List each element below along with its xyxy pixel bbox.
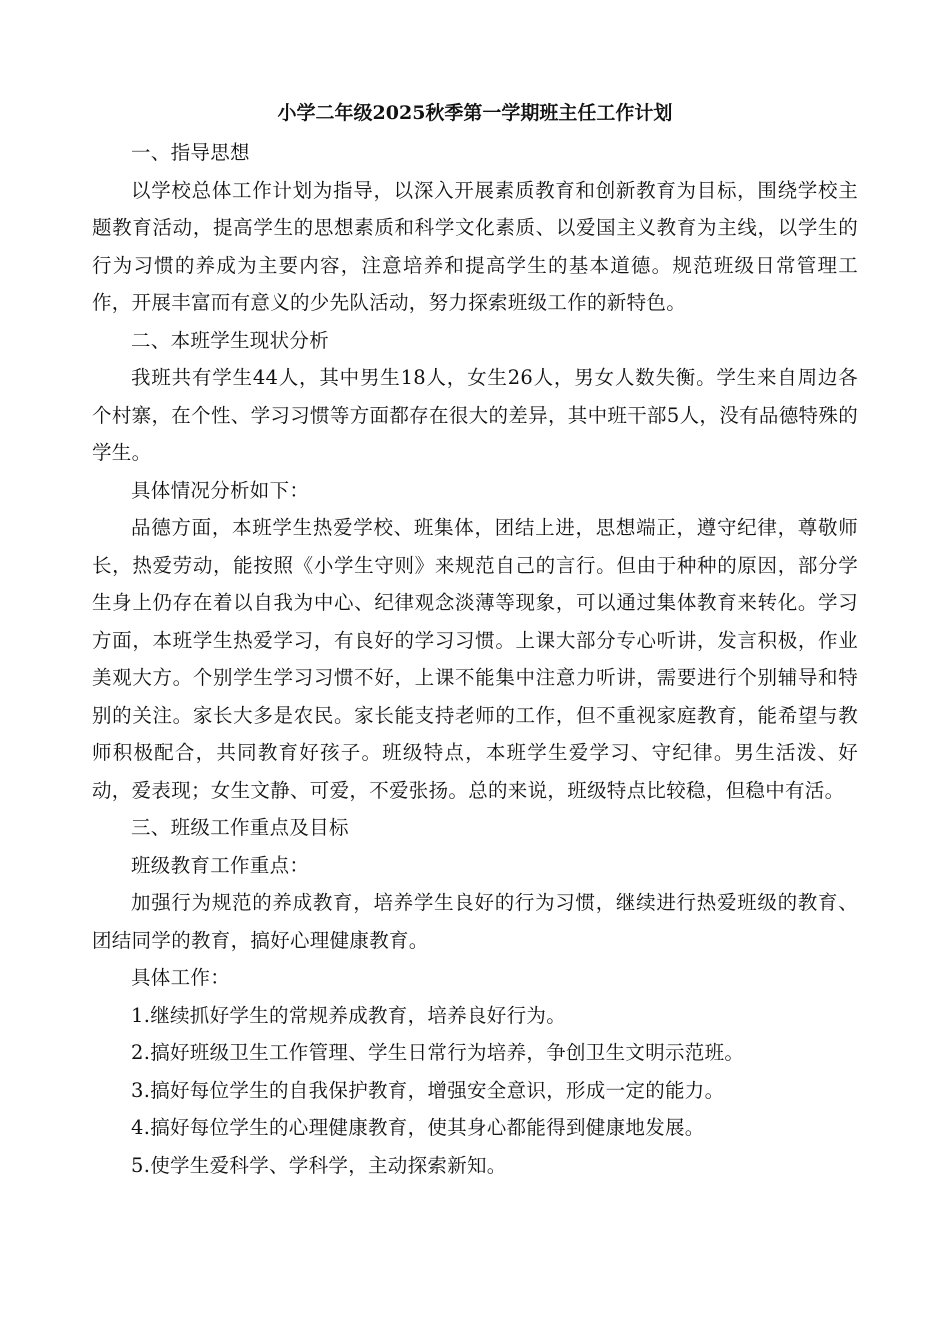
section-3-paragraph-1: 班级教育工作重点：	[131, 853, 310, 877]
task-list-item-1: 1.继续抓好学生的常规养成教育，培养良好行为。	[131, 1003, 567, 1027]
section-1-paragraph-1: 以学校总体工作计划为指导，以深入开展素质教育和创新教育为目标，围绕学校主题教育活动，提高学生的思想素质和科学文化素质、以爱国主义教育为主线，以学生的行为习惯的养成为主要内容，注意培养和提高学生的基本道德。规范班级日常管理工作，开展丰富而有意义的少先队活动，努力探索班级工作的新特色。	[92, 178, 858, 314]
section-2-paragraph-1: 我班共有学生44人，其中男生18人，女生26人，男女人数失衡。学生来自周边各个村寨，在个性、学习习惯等方面都存在很大的差异，其中班干部5人，没有品德特殊的学生。	[92, 366, 858, 464]
task-list-item-2: 2.搞好班级卫生工作管理、学生日常行为培养，争创卫生文明示范班。	[131, 1041, 745, 1064]
section-heading-1: 一、指导思想	[131, 141, 250, 164]
section-heading-3: 三、班级工作重点及目标	[131, 816, 349, 839]
section-heading-2: 二、本班学生现状分析	[131, 328, 330, 352]
section-2-paragraph-2: 具体情况分析如下：	[131, 478, 310, 502]
section-3-paragraph-3: 具体工作：	[131, 966, 231, 989]
task-list-item-4: 4.搞好每位学生的心理健康教育，使其身心都能得到健康地发展。	[131, 1116, 705, 1139]
task-list-item-3: 3.搞好每位学生的自我保护教育，增强安全意识，形成一定的能力。	[131, 1078, 725, 1102]
task-list-item-5: 5.使学生爱科学、学科学，主动探索新知。	[131, 1153, 507, 1177]
document-title: 小学二年级2025秋季第一学期班主任工作计划	[277, 102, 673, 124]
section-2-paragraph-3: 品德方面，本班学生热爱学校、班集体，团结上进，思想端正，遵守纪律，尊敬师长，热爱劳动，能按照《小学生守则》来规范自己的言行。但由于种种的原因，部分学生身上仍存在着以自我为中心、纪律观念淡薄等现象，可以通过集体教育来转化。学习方面，本班学生热爱学习，有良好的学习习惯。上课大部分专心听讲，发言积极，作业美观大方。个别学生学习习惯不好，上课不能集中注意力听讲，需要进行个别辅导和特别的关注。家长大多是农民。家长能支持老师的工作，但不重视家庭教育，能希望与教师积极配合，共同教育好孩子。班级特点，本班学生爱学习、守纪律。男生活泼、好动，爱表现；女生文静、可爱，不爱张扬。总的来说，班级特点比较稳，但稳中有活。	[92, 516, 858, 802]
section-3-paragraph-2: 加强行为规范的养成教育，培养学生良好的行为习惯，继续进行热爱班级的教育、团结同学的教育，搞好心理健康教育。	[92, 891, 858, 952]
